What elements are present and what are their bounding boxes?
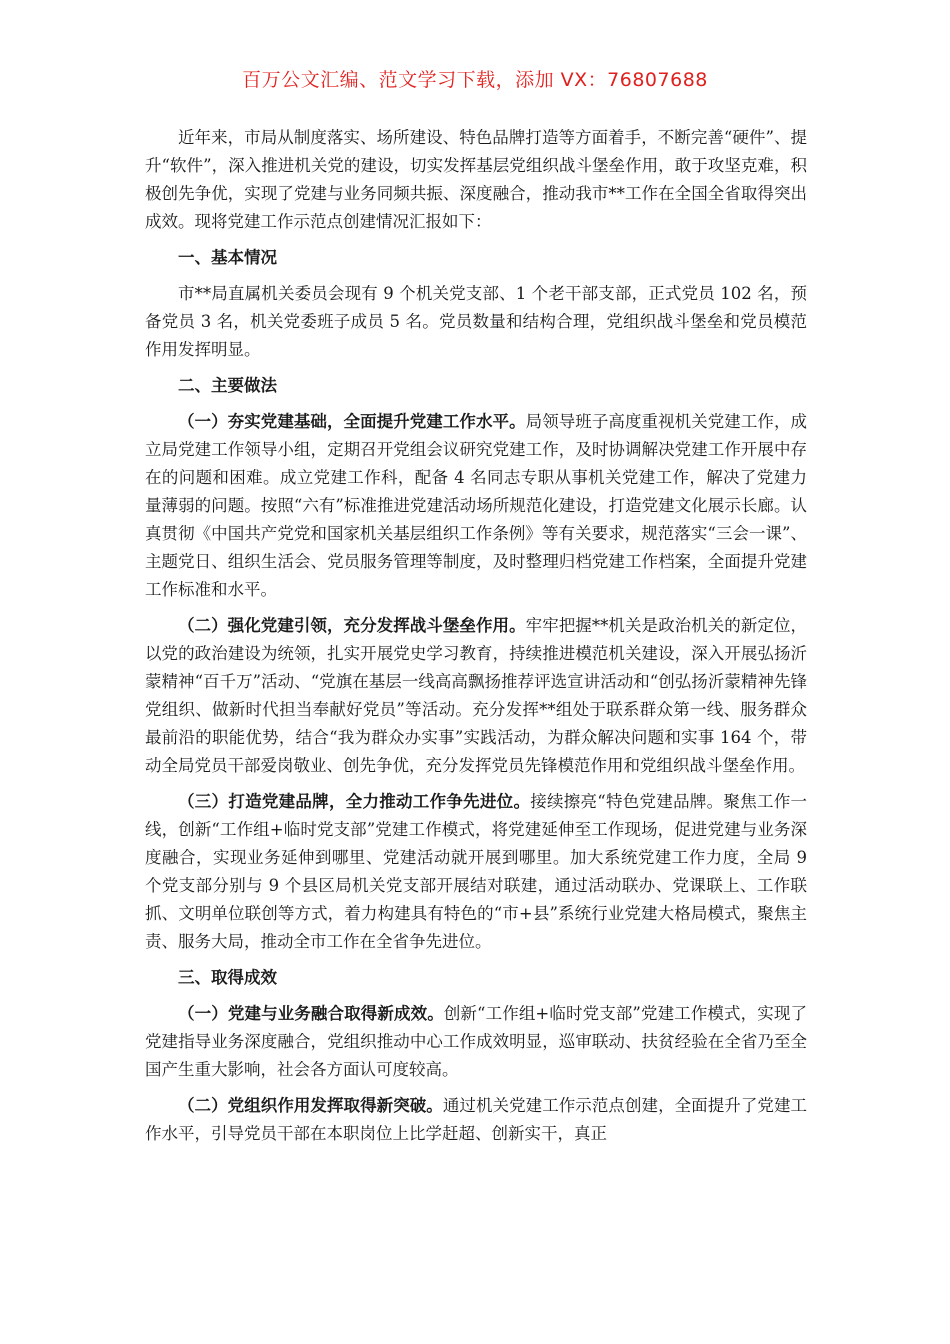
practice-body-2: 牢牢把握**机关是政治机关的新定位，以党的政治建设为统领，扎实开展党史学习教育，持续推进模范机关建设，深入开展弘扬沂蒙精神“百千万”活动、“党旗在基层一线高高飘扬推荐评选宣讲活动和“创弘扬沂蒙精神先锋党组织、做新时代担当奉献好党员”等活动。充分发挥**组处于联系群众第一线、服务群众最前沿的职能优势，结合“我为群众办实事”实践活动，为群众解决问题和实事 164 个，带动全局党员干部爱岗敬业、创先争优，充分发挥党员先锋模范作用和党组织战斗堡垒作用。	[145, 616, 808, 775]
basic-info-paragraph: 市**局直属机关委员会现有 9 个机关党支部、1 个老干部支部，正式党员 102 名，预备党员 3 名，机关党委班子成员 5 名。党员数量和结构合理，党组织战斗堡垒和党员模范作用发挥明显。	[145, 284, 807, 359]
practice-paragraph-2	[145, 612, 807, 780]
achievement-body-1: 创新“工作组+临时党支部”党建工作模式，实现了党建指导业务深度融合，党组织推动中心工作成效明显，巡审联动、扶贫经验在全省乃至全国产生重大影响，社会各方面认可度较高。	[145, 1004, 807, 1079]
practice-lead-3: （三）打造党建品牌，全力推动工作争先进位。	[178, 792, 531, 811]
achievement-paragraph-2	[145, 1092, 807, 1148]
practice-lead-2: （二）强化党建引领，充分发挥战斗堡垒作用。	[178, 616, 526, 635]
document-body	[145, 124, 807, 1156]
header-banner: 百万公文汇编、范文学习下载，添加 VX：76807688	[242, 69, 708, 91]
section-heading-basic-info: 一、基本情况	[178, 248, 277, 267]
achievement-lead-1: （一）党建与业务融合取得新成效。	[178, 1004, 444, 1023]
achievement-paragraph-1	[145, 1000, 807, 1084]
practice-body-1: 局领导班子高度重视机关党建工作，成立局党建工作领导小组，定期召开党组会议研究党建工作，及时协调解决党建工作开展中存在的问题和困难。成立党建工作科，配备 4 名同志专职从事机关党建工作，解决了党建力量薄弱的问题。按照“六有”标准推进党建活动场所规范化建设，打造党建文化展示长廊。认真贯彻《中国共产党党和国家机关基层组织工作条例》等有关要求，规范落实“三会一课”、主题党日、组织生活会、党员服务管理等制度，及时整理归档党建工作档案，全面提升党建工作标准和水平。	[145, 412, 808, 599]
practice-paragraph-3	[145, 788, 807, 956]
practice-lead-1: （一）夯实党建基础，全面提升党建工作水平。	[178, 412, 526, 431]
achievement-body-2: 通过机关党建工作示范点创建，全面提升了党建工作水平，引导党员干部在本职岗位上比学赶超、创新实干，真正	[145, 1096, 808, 1143]
practice-body-3: 接续擦亮“特色党建品牌。聚焦工作一线，创新“工作组+临时党支部”党建工作模式，将党建延伸至工作现场，促进党建与业务深度融合，实现业务延伸到哪里、党建活动就开展到哪里。加大系统党建工作力度，全局 9 个党支部分别与 9 个县区局机关党支部开展结对联建，通过活动联办、党课联上、工作联抓、文明单位联创等方式，着力构建具有特色的“市+县”系统行业党建大格局模式，聚焦主责、服务大局，推动全市工作在全省争先进位。	[145, 792, 808, 951]
intro-paragraph: 近年来，市局从制度落实、场所建设、特色品牌打造等方面着手，不断完善“硬件”、提升“软件”，深入推进机关党的建设，切实发挥基层党组织战斗堡垒作用，敢于攻坚克难，积极创先争优，实现了党建与业务同频共振、深度融合，推动我市**工作在全国全省取得突出成效。现将党建工作示范点创建情况汇报如下：	[145, 128, 807, 231]
section-heading-main-practices: 二、主要做法	[178, 376, 277, 395]
achievement-lead-2: （二）党组织作用发挥取得新突破。	[178, 1096, 443, 1115]
practice-paragraph-1	[145, 408, 807, 604]
section-heading-achievements: 三、取得成效	[178, 968, 277, 987]
